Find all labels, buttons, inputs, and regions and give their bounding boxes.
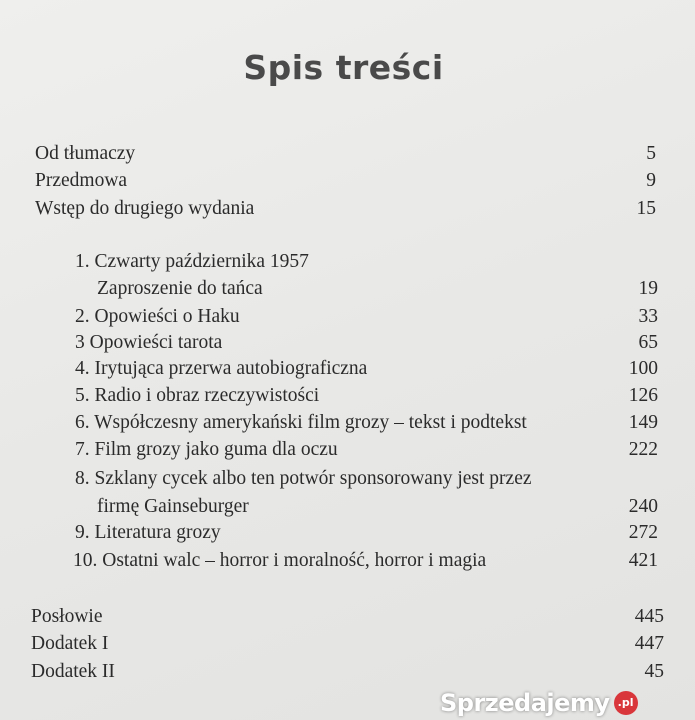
toc-entry-title: 10. Ostatni walc – horror i moralność, horror i magia [73, 550, 487, 571]
toc-entry-page: 33 [638, 306, 658, 327]
toc-entry-page: 15 [636, 198, 656, 219]
toc-entry [75, 467, 532, 491]
watermark-logo: Sprzedajemy [440, 689, 610, 717]
toc-entry-page: 19 [638, 278, 658, 299]
toc-entry-page: 100 [628, 358, 658, 379]
toc-entry-title: Wstęp do drugiego wydania [35, 198, 255, 219]
toc-entry [31, 632, 108, 656]
toc-entry-page: 222 [628, 439, 658, 460]
toc-entry-page: 126 [628, 385, 658, 406]
toc-entry [97, 277, 263, 301]
toc-entry-title: 2. Opowieści o Haku [75, 306, 240, 327]
toc-entry [75, 384, 319, 408]
toc-entry [75, 305, 240, 329]
toc-entry-title: 1. Czwarty października 1957 [75, 251, 309, 272]
toc-entry [75, 521, 221, 545]
toc-entry-title: Dodatek I [31, 633, 109, 654]
toc-entry-title: 7. Film grozy jako guma dla oczu [75, 439, 338, 460]
toc-entry-page: 149 [628, 412, 658, 433]
toc-entry-page: 240 [628, 496, 658, 517]
toc-entry [35, 169, 127, 193]
toc-entry-title: Od tłumaczy [35, 143, 136, 164]
toc-entry [75, 411, 527, 435]
page-title: Spis treści [243, 48, 444, 87]
toc-entry-title: Przedmowa [35, 170, 128, 191]
toc-entry-title: 3 Opowieści tarota [75, 332, 223, 353]
toc-entry-page: 9 [646, 170, 656, 191]
toc-entry-title: Posłowie [31, 606, 103, 627]
toc-entry [35, 142, 135, 166]
toc-entry-title: 4. Irytująca przerwa autobiograficzna [75, 358, 368, 379]
toc-entry-page: 447 [634, 633, 664, 654]
toc-entry-title: Dodatek II [31, 661, 115, 682]
toc-entry-title: Zaproszenie do tańca [97, 278, 263, 299]
toc-entry-page: 272 [628, 522, 658, 543]
toc-entry [75, 438, 338, 462]
watermark-badge: .pl [614, 691, 638, 715]
toc-entry [31, 605, 103, 629]
toc-entry-title: 8. Szklany cycek albo ten potwór sponsorowany jest przez [75, 468, 532, 489]
toc-entry-page: 445 [634, 606, 664, 627]
toc-entry-title: 6. Współczesny amerykański film grozy – tekst i podtekst [75, 412, 527, 433]
watermark [440, 689, 638, 717]
toc-entry-title: 5. Radio i obraz rzeczywistości [75, 385, 320, 406]
toc-entry [75, 250, 309, 274]
toc-entry-page: 421 [628, 550, 658, 571]
toc-entry [75, 357, 367, 381]
toc-entry [31, 660, 115, 684]
toc-entry-title: firmę Gainseburger [97, 496, 249, 517]
toc-entry [73, 549, 486, 573]
toc-entry [97, 495, 249, 519]
toc-entry-page: 65 [638, 332, 658, 353]
toc-entry-title: 9. Literatura grozy [75, 522, 221, 543]
toc-entry [35, 197, 254, 221]
toc-entry-page: 45 [644, 661, 664, 682]
toc-entry [75, 331, 222, 355]
toc-entry-page: 5 [646, 143, 656, 164]
